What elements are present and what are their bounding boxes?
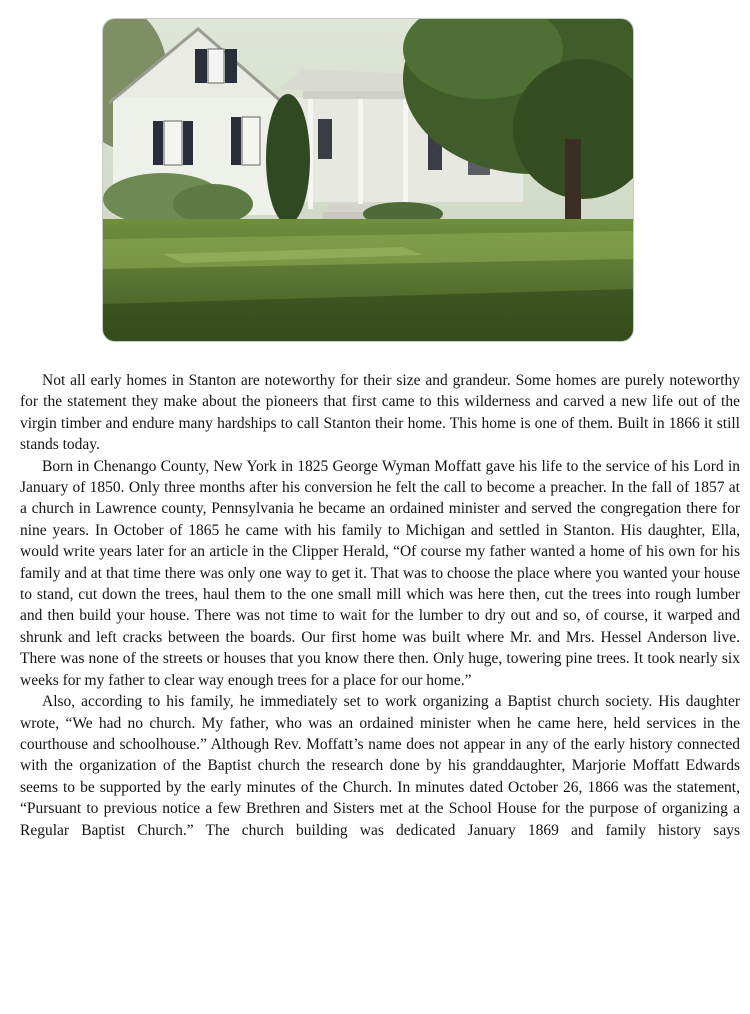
paragraph-moffatt-biography: Born in Chenango County, New York in 1825 George Wyman Moffatt gave his life to the service of his Lord in January of 1850. Only three months after his conversion he felt the call to become a preacher. In the fall of 1857 at a church in Lawrence county, Pennsylvania he became an ordained minister and served the congregation there for nine years. In October of 1865 he came with his family to Michigan and settled in Stanton. His daughter, Ella, would write years later for an article in the Clipper Herald, “Of course my father wanted a home of his own for his family and at that time there was only one way to get it. That was to choose the place where you wanted your house to stand, cut down the trees, haul them to the one small mill which was here then, cut the trees into rough lumber and then build your house. There was not time to wait for the lumber to dry out and so, of course, it warped and shrunk and left cracks between the boards. Our first home was built where Mr. and Mrs. Hessel Anderson live. There was none of the streets or houses that you know there then. Only huge, towering pine trees. It took nearly six weeks for my father to clear way enough trees for a place for our home.” — [20, 457, 740, 689]
article-text — [20, 370, 740, 841]
paragraph-intro: Not all early homes in Stanton are noteworthy for their size and grandeur. Some homes are purely noteworthy for the statement they make about the pioneers that first came to this wilderness and carved a new life out of the virgin timber and endure many hardships to call Stanton their home. This home is one of them. Built in 1866 it still stands today. — [20, 372, 740, 454]
house-photo-illustration — [103, 19, 633, 341]
house-photo — [103, 19, 633, 341]
paragraph-baptist-church: Also, according to his family, he immediately set to work organizing a Baptist church society. His daughter wrote, “We had no church. My father, who was an ordained minister when he came here, held services in the courthouse and schoolhouse.” Although Rev. Moffatt’s name does not appear in any of the early history connected with the organization of the Baptist church the research done by his granddaughter, Marjorie Moffatt Edwards seems to be supported by the early minutes of the Church. In minutes dated October 26, 1866 was the statement, “Pursuant to previous notice a few Brethren and Sisters met at the School House for the purpose of organizing a Regular Baptist Church.” The church building was dedicated January 1869 and family history says — [20, 693, 740, 839]
